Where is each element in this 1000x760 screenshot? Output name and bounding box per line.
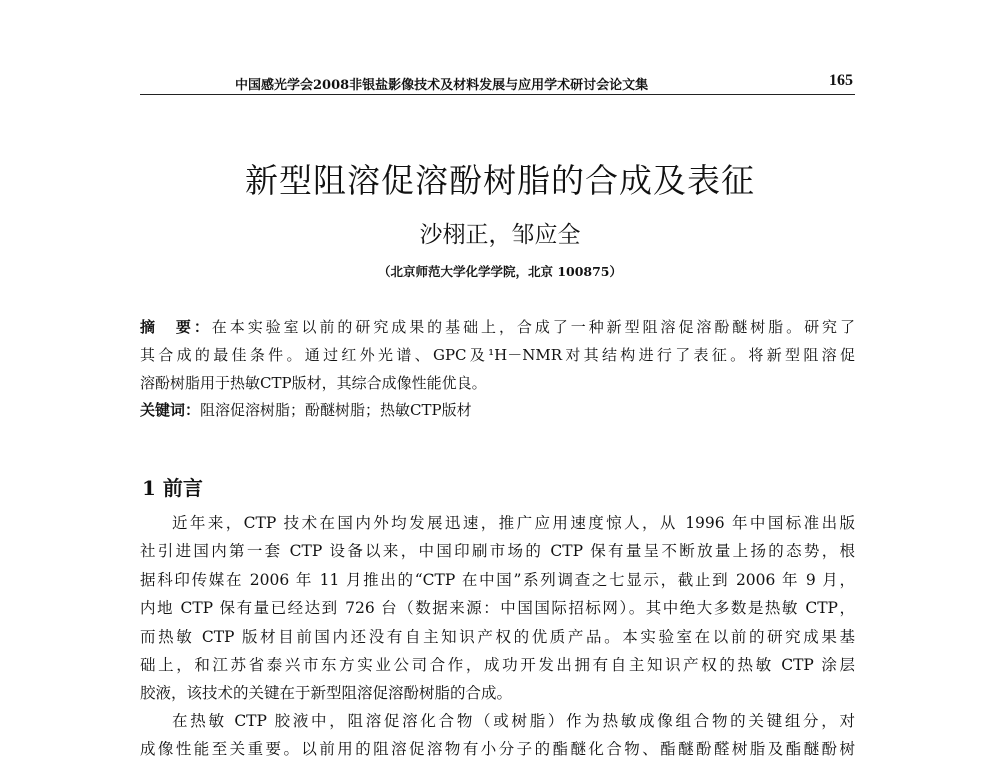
body-line: 而热敏 CTP 版材目前国内还没有自主知识产权的优质产品。本实验室在以前的研究成果基 <box>140 628 855 646</box>
body-line: 内地 CTP 保有量已经达到 726 台（数据来源：中国国际招标网）。其中绝大多数是热敏 CTP， <box>140 599 855 617</box>
body-line: 据科印传媒在 2006 年 11 月推出的“CTP 在中国”系列调查之七显示，截止到 2006 年 9 月， <box>140 571 855 589</box>
header-title: 中国感光学会2008非银盐影像技术及材料发展与应用学术研讨会论文集 <box>235 78 649 93</box>
keywords-text: 阻溶促溶树脂；酚醚树脂；热敏CTP版材 <box>200 401 472 419</box>
abstract-label: 摘 要： <box>140 318 212 336</box>
running-header <box>140 72 855 95</box>
abstract-line: 其合成的最佳条件。通过红外光谱、GPC及¹H－NMR对其结构进行了表征。将新型阻溶促 <box>140 346 855 364</box>
keywords-line <box>140 400 855 420</box>
body-line: 社引进国内第一套 CTP 设备以来，中国印刷市场的 CTP 保有量呈不断放量上扬的态势，根 <box>140 542 855 560</box>
body-line: 胶液，该技术的关键在于新型阻溶促溶酚树脂的合成。 <box>140 684 513 702</box>
paper-title: 新型阻溶促溶酚树脂的合成及表征 <box>245 161 755 200</box>
keywords-label: 关键词： <box>140 401 201 419</box>
body-line: 成像性能至关重要。以前用的阻溶促溶物有小分子的酯醚化合物、酯醚酚醛树脂及酯醚酚树 <box>140 740 855 758</box>
body-line: 近年来，CTP 技术在国内外均发展迅速，推广应用速度惊人，从 1996 年中国标准出版 <box>172 514 855 532</box>
section-heading: 1 前言 <box>142 476 203 500</box>
affiliation: （北京师范大学化学学院，北京 100875） <box>377 264 623 279</box>
abstract-text: 在本实验室以前的研究成果的基础上，合成了一种新型阻溶促溶酚醚树脂。研究了 <box>211 318 855 336</box>
body-line: 础上，和江苏省泰兴市东方实业公司合作，成功开发出拥有自主知识产权的热敏 CTP 涂层 <box>140 656 855 674</box>
abstract-line: 溶酚树脂用于热敏CTP版材，其综合成像性能优良。 <box>140 374 487 392</box>
abstract-line <box>140 317 855 337</box>
body-line: 在热敏 CTP 胶液中，阻溶促溶化合物（或树脂）作为热敏成像组合物的关键组分，对 <box>172 712 855 730</box>
authors: 沙栩正，邹应全 <box>419 222 581 248</box>
page-number: 165 <box>829 72 853 89</box>
